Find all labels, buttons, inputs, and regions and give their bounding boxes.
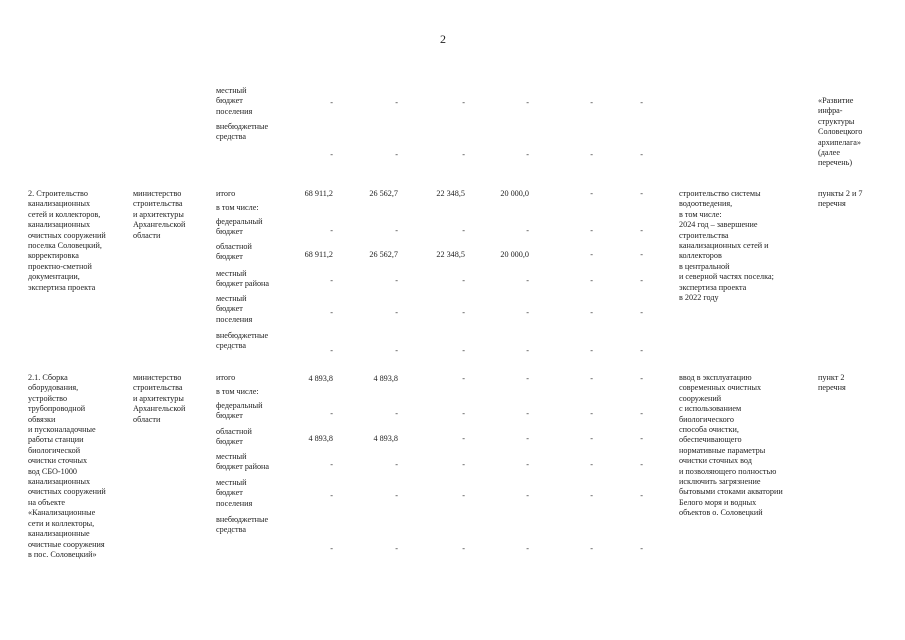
row2-funding-mestny-pos: местный бюджет поселения [216,294,253,324]
row21-mestny-pos-col3: - [462,491,465,500]
row21-funding-mestny-rayon: местный бюджет района [216,452,270,472]
row2-oblast-col1: 68 911,2 [304,250,333,259]
row2-vnebudzhet-col1: - [330,346,333,355]
row21-mestny-pos-col2: - [395,491,398,500]
row21-mestny-pos-col4: - [526,491,529,500]
row21-mestny-rayon-col4: - [526,460,529,469]
row2-mestny-pos-col3: - [462,308,465,317]
row21-itogo-col2: 4 893,8 [373,374,398,383]
row21-executor: министерство строительства и архитектуры Архангельской области [133,373,186,424]
top-dash-row1-col2: - [395,98,398,107]
row2-itogo-col1: 68 911,2 [304,189,333,198]
row2-funding-itogo: итого [216,189,236,198]
top-dash-row1-col3: - [462,98,465,107]
row2-mestny-rayon-col2: - [395,276,398,285]
row2-mestny-pos-col5: - [590,308,593,317]
top-dash-row2-col5: - [590,150,593,159]
row21-oblast-col5: - [590,434,593,443]
row2-vnebudzhet-col6: - [640,346,643,355]
row21-funding-oblast: областной бюджет [216,427,252,447]
row21-funding-vnebudzhet: внебюджетные средства [216,515,269,535]
row21-vnebudzhet-col3: - [462,544,465,553]
row21-federal-col4: - [526,409,529,418]
row21-oblast-col6: - [640,434,643,443]
row2-itogo-col3: 22 348,5 [436,189,465,198]
row21-funding-vtomchisle: в том числе: [216,387,259,396]
row21-vnebudzhet-col2: - [395,544,398,553]
row21-vnebudzhet-col6: - [640,544,643,553]
row2-funding-federal: федеральный бюджет [216,217,263,237]
row2-funding-vnebudzhet: внебюджетные средства [216,331,269,351]
row2-vnebudzhet-col3: - [462,346,465,355]
row2-mestny-pos-col1: - [330,308,333,317]
row21-funding-itogo: итого [216,373,236,382]
row21-funding-mestny-pos: местный бюджет поселения [216,478,253,508]
row2-funding-oblast: областной бюджет [216,242,252,262]
row2-oblast-col6: - [640,250,643,259]
row2-federal-col1: - [330,226,333,235]
row21-name: 2.1. Сборка оборудования, устройство трубопроводной обвязки и пусконаладочные работы станции биологической очистки сточных вод СБО-1000 канализационных очистных сооружений на объекте «Канализационные сети и коллекторы, канализационные очистные сооружения в пос. Соловецкий» [28,373,106,559]
top-dash-row1-col5: - [590,98,593,107]
row2-federal-col5: - [590,226,593,235]
row2-itogo-col5: - [590,189,593,198]
row21-oblast-col1: 4 893,8 [308,434,333,443]
row2-funding-mestny-rayon: местный бюджет района [216,269,270,289]
row2-result: строительство системы водоотведения, в том числе: 2024 год – завершение строительства канализационных сетей и коллекторов в центральной и северной частях поселка; экспертиза проекта в 2022 году [679,189,774,303]
top-dash-row1-col4: - [526,98,529,107]
row21-ref: пункт 2 перечня [818,373,846,393]
row21-federal-col3: - [462,409,465,418]
top-dash-row1-col6: - [640,98,643,107]
row21-federal-col2: - [395,409,398,418]
row21-mestny-pos-col1: - [330,491,333,500]
row2-mestny-rayon-col1: - [330,276,333,285]
row21-itogo-col6: - [640,374,643,383]
row21-itogo-col5: - [590,374,593,383]
row2-mestny-pos-col4: - [526,308,529,317]
row21-funding-federal: федеральный бюджет [216,401,263,421]
top-dash-row2-col4: - [526,150,529,159]
row21-mestny-rayon-col5: - [590,460,593,469]
row2-oblast-col4: 20 000,0 [500,250,529,259]
row2-name: 2. Строительство канализационных сетей и коллекторов, канализационных очистных сооружений поселка Соловецкий, корректировка проектно-сметной документации, экспертиза проекта [28,189,106,292]
row2-mestny-rayon-col3: - [462,276,465,285]
row21-vnebudzhet-col5: - [590,544,593,553]
row2-mestny-rayon-col4: - [526,276,529,285]
top-dash-row2-col3: - [462,150,465,159]
row21-federal-col5: - [590,409,593,418]
row2-itogo-col6: - [640,189,643,198]
row2-federal-col2: - [395,226,398,235]
row2-vnebudzhet-col5: - [590,346,593,355]
row2-funding-vtomchisle: в том числе: [216,203,259,212]
row21-mestny-pos-col5: - [590,491,593,500]
row2-oblast-col5: - [590,250,593,259]
row2-mestny-pos-col2: - [395,308,398,317]
program-note: «Развитие инфра- структуры Соловецкого архипелага» (далее перечень) [818,96,863,168]
row2-ref: пункты 2 и 7 перечня [818,189,863,209]
row21-vnebudzhet-col1: - [330,544,333,553]
row2-mestny-rayon-col6: - [640,276,643,285]
row2-executor: министерство строительства и архитектуры Архангельской области [133,189,186,240]
row21-itogo-col1: 4 893,8 [308,374,333,383]
row21-vnebudzhet-col4: - [526,544,529,553]
row2-oblast-col3: 22 348,5 [436,250,465,259]
row21-oblast-col4: - [526,434,529,443]
row2-itogo-col4: 20 000,0 [500,189,529,198]
page-number: 2 [440,32,446,46]
row21-federal-col1: - [330,409,333,418]
funding-vnebudzhet: внебюджетные средства [216,122,269,142]
row2-vnebudzhet-col4: - [526,346,529,355]
top-dash-row2-col1: - [330,150,333,159]
row21-result: ввод в эксплуатацию современных очистных сооружений с использованием биологического способа очистки, обеспечивающего нормативные параметры очистки сточных вод и позволяющего полностью исключить загрязнение бытовыми стоками акватории Белого моря и водных объектов о. Соловецкий [679,373,783,518]
row21-mestny-rayon-col1: - [330,460,333,469]
row2-oblast-col2: 26 562,7 [369,250,398,259]
row21-oblast-col2: 4 893,8 [373,434,398,443]
row2-mestny-rayon-col5: - [590,276,593,285]
row2-vnebudzhet-col2: - [395,346,398,355]
row2-federal-col3: - [462,226,465,235]
funding-mestny-poselenie: местный бюджет поселения [216,86,253,116]
row2-itogo-col2: 26 562,7 [369,189,398,198]
row21-mestny-pos-col6: - [640,491,643,500]
row21-mestny-rayon-col3: - [462,460,465,469]
row21-mestny-rayon-col6: - [640,460,643,469]
row21-mestny-rayon-col2: - [395,460,398,469]
row2-federal-col6: - [640,226,643,235]
row21-itogo-col3: - [462,374,465,383]
row21-oblast-col3: - [462,434,465,443]
row21-itogo-col4: - [526,374,529,383]
row2-federal-col4: - [526,226,529,235]
row21-federal-col6: - [640,409,643,418]
row2-mestny-pos-col6: - [640,308,643,317]
top-dash-row2-col6: - [640,150,643,159]
top-dash-row2-col2: - [395,150,398,159]
top-dash-row1-col1: - [330,98,333,107]
